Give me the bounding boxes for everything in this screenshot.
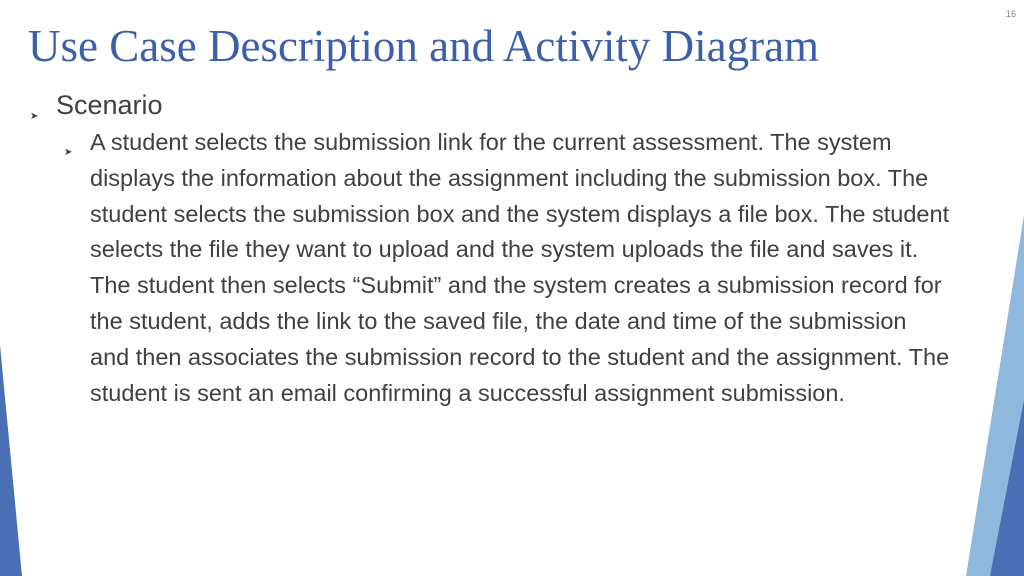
left-stripe-dark xyxy=(0,345,22,576)
bullet-level1-text: Scenario xyxy=(56,90,163,120)
scenario-paragraph: A student selects the submission link for the current assessment. The system displays the information about the assignment including the submission box. The student selects the submission box and the system displays a file box. The student selects the file they want to upload and the system uploads the file and saves it. The student then selects “Submit” and the system creates a submission record for the student, adds the link to the saved file, the date and time of the submission and then associates the submission record to the student and the assignment. The student is sent an email confirming a successful assignment submission. xyxy=(90,129,950,406)
arrowhead-bullet-icon: ➤ xyxy=(64,147,73,158)
arrowhead-bullet-icon: ➤ xyxy=(30,111,39,122)
slide-body xyxy=(30,86,960,411)
slide-title: Use Case Description and Activity Diagram xyxy=(28,21,820,71)
page-number: 16 xyxy=(1005,9,1016,19)
bullet-level1 xyxy=(30,86,960,124)
bullet-level2 xyxy=(30,125,950,411)
